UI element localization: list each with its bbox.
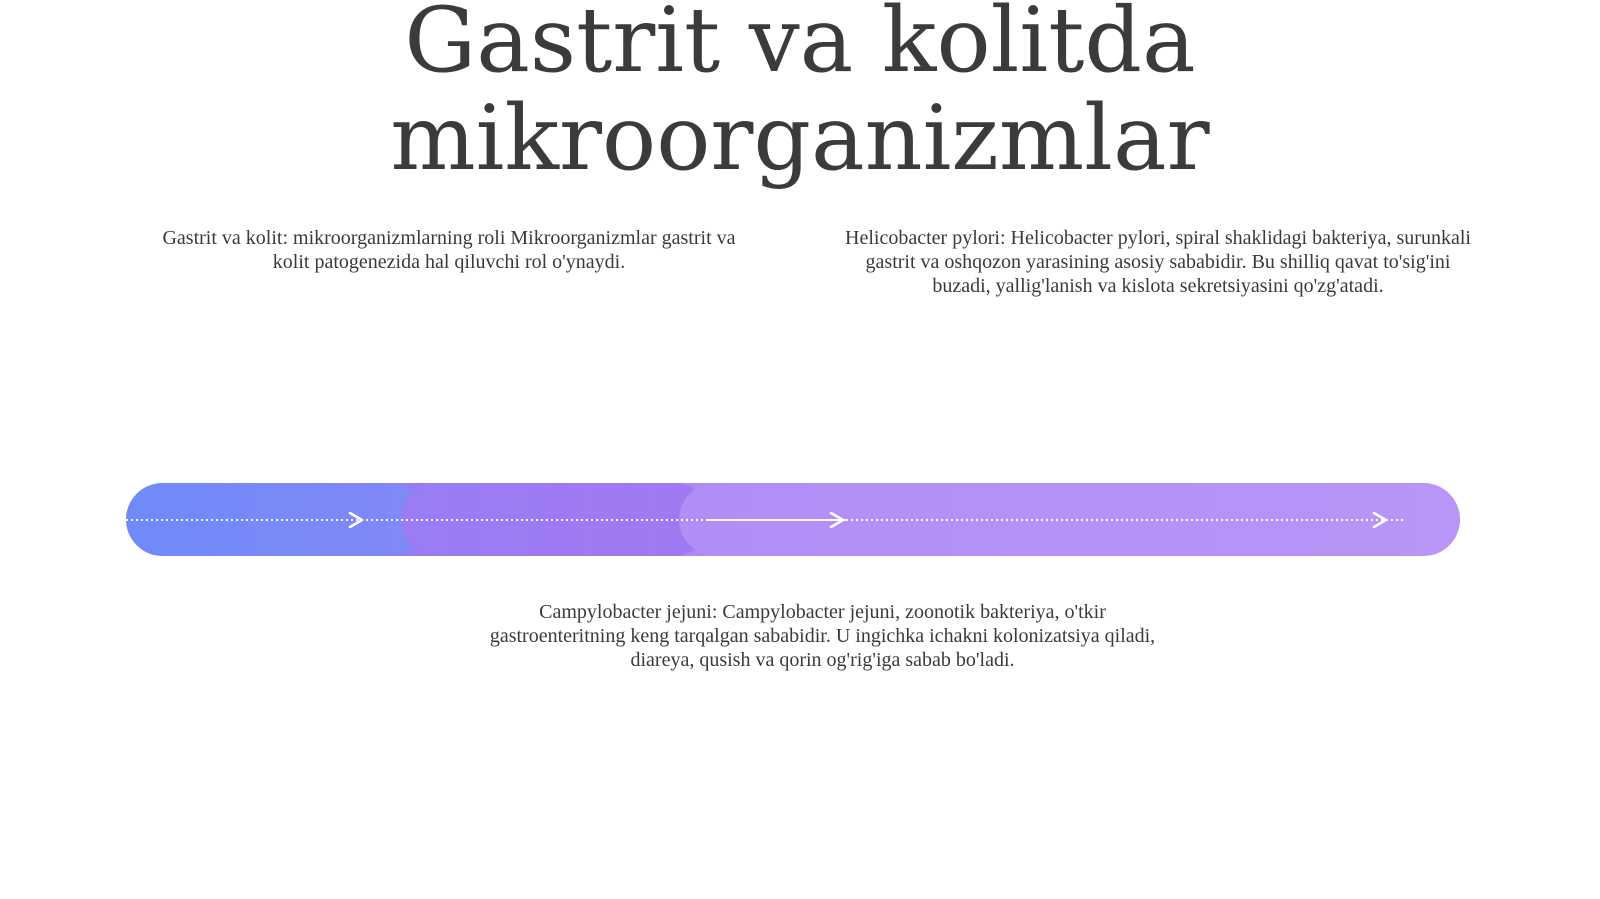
page-title bbox=[0, 0, 1600, 191]
timeline-item-2-text: Helicobacter pylori: Helicobacter pylori, spiral shaklidagi bakteriya, surunkali gastrit va oshqozon yarasining asosiy sababidir. Bu shilliq qavat to'sig'ini buzadi, yallig'lanish va kislota sekretsiyasini qo'zg'atadi. bbox=[845, 227, 1471, 297]
title-line-1: Gastrit va kolitda bbox=[404, 0, 1196, 93]
timeline-item-3-text: Campylobacter jejuni: Campylobacter jejuni, zoonotik bakteriya, o'tkir gastroenteritning keng tarqalgan sababidir. U ingichka ichakni kolonizatsiya qiladi, diareya, qusish va qorin og'rig'iga sabab bo'ladi. bbox=[489, 601, 1156, 671]
timeline-bar bbox=[126, 483, 1460, 556]
title-line-2: mikroorganizmlar bbox=[390, 86, 1210, 191]
arrow-right-icon bbox=[1374, 513, 1386, 527]
timeline-track bbox=[126, 483, 1460, 556]
timeline-item-1-text: Gastrit va kolit: mikroorganizmlarning roli Mikroorganizmlar gastrit va kolit patogenezida hal qiluvchi rol o'ynaydi. bbox=[162, 227, 736, 273]
